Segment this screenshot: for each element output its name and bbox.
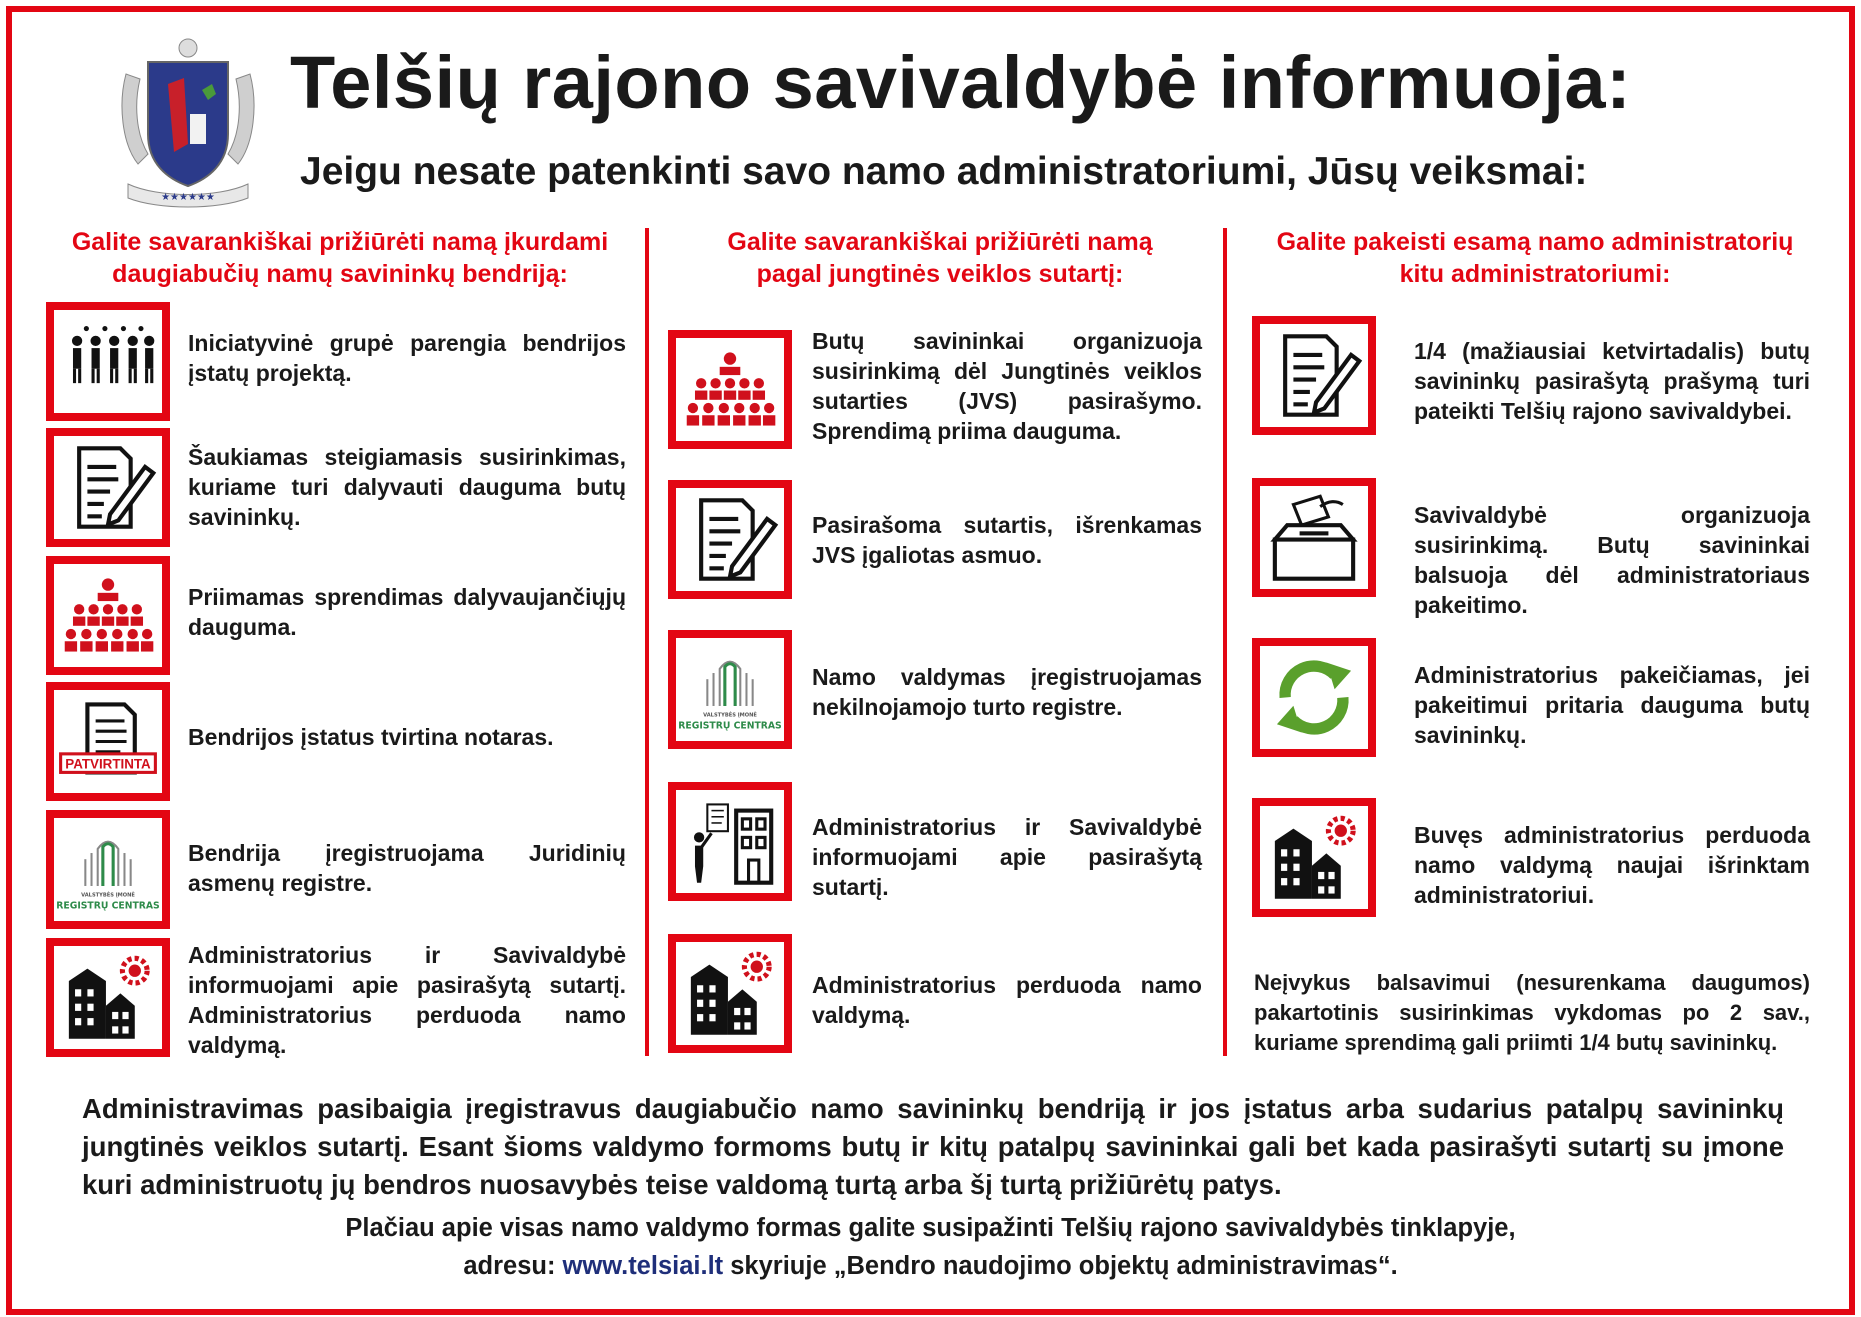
step-text: Administratorius ir Savivaldybė informuojami apie pasirašytą sutartį. Administratorius perduoda namo valdymą.	[188, 942, 626, 1058]
step-icon-box	[668, 934, 792, 1053]
registry-centre-logo-icon	[676, 638, 784, 741]
step-text: Bendrijos įstatus tvirtina notaras.	[188, 724, 554, 750]
step-icon-box	[46, 302, 170, 421]
column-heading-change-administrator: Galite pakeisti esamą namo administratorių kitu administratoriumi:	[1276, 228, 1794, 288]
people-group-icon	[54, 310, 162, 413]
summary-paragraph: Administravimas pasibaigia įregistravus daugiabučio namo savininkų bendriją ir jos įstatus arba sudarius patalpų savininkų jungtinės veiklos sutartį. Esant šioms valdymo formoms butų ir kitų patalpų savininkai gali bet kada pasirašyti sutartį su įmone kuri administruotų jų bendros nuosavybės teise valdomą turtą arba šį turtą prižiūrėtų patys.	[82, 1093, 1784, 1200]
repeat-meeting-note: Neįvykus balsavimui (nesurenkama daugumos) pakartotinis susirinkimas vykdomas po 2 sav., kuriame sprendimą gali priimti 1/4 butų savininkų.	[1254, 970, 1810, 1055]
step-icon-box	[668, 480, 792, 599]
step-text: Buvęs administratorius perduoda namo valdymą naujai išrinktam administratoriui.	[1414, 822, 1810, 908]
step-text: Namo valdymas įregistruojamas nekilnojamojo turto registre.	[812, 664, 1202, 720]
document-pen-icon	[676, 488, 784, 591]
buildings-gear-icon	[54, 946, 162, 1049]
svg-text:VALSTYBĖS ĮMONĖ: VALSTYBĖS ĮMONĖ	[703, 712, 757, 719]
step-icon-box	[1252, 638, 1376, 757]
step-text: 1/4 (mažiausiai ketvirtadalis) butų savininkų pasirašytą prašymą turi pateikti Telšių rajono savivaldybei.	[1414, 338, 1810, 424]
page-title: Telšių rajono savivaldybė informuoja:	[290, 41, 1632, 124]
document-pen-icon	[1260, 324, 1368, 427]
step-text: Priimamas sprendimas dalyvaujančiųjų dauguma.	[188, 584, 626, 640]
step-text: Savivaldybė organizuoja susirinkimą. Butų savininkai balsuoja dėl administratoriaus pakeitimo.	[1414, 502, 1810, 618]
step-text: Iniciatyvinė grupė parengia bendrijos įstatų projektą.	[188, 330, 626, 386]
step-icon-box	[668, 330, 792, 449]
buildings-gear-icon	[676, 942, 784, 1045]
svg-text:★★★★★★: ★★★★★★	[161, 192, 215, 203]
column-divider-right	[1223, 228, 1227, 1056]
approved-document-icon	[54, 690, 162, 793]
meeting-icon	[54, 564, 162, 667]
footer-line-2: adresu: www.telsiai.lt skyriuje „Bendro naudojimo objektų administravimas“.	[463, 1252, 1398, 1280]
step-icon-box	[1252, 478, 1376, 597]
recycle-arrows-icon	[1260, 646, 1368, 749]
column-heading-joint-activity: Galite savarankiškai prižiūrėti namą pagal jungtinės veiklos sutartį:	[727, 228, 1153, 288]
column-heading-association: Galite savarankiškai prižiūrėti namą įkurdami daugiabučių namų savininkų bendriją:	[71, 228, 609, 288]
buildings-gear-icon	[1260, 806, 1368, 909]
column-divider-left	[645, 228, 649, 1056]
step-icon-box	[46, 682, 170, 801]
step-icon-box	[46, 938, 170, 1057]
step-text: Administratorius ir Savivaldybė informuojami apie pasirašytą sutartį.	[812, 814, 1202, 900]
coat-of-arms-icon	[118, 34, 258, 210]
svg-text:REGISTRŲ CENTRAS: REGISTRŲ CENTRAS	[678, 720, 782, 732]
step-icon-box	[1252, 798, 1376, 917]
step-icon-box	[46, 428, 170, 547]
document-pen-icon	[54, 436, 162, 539]
step-icon-box	[668, 782, 792, 901]
ballot-box-icon	[1260, 486, 1368, 589]
registry-centre-logo-icon	[54, 818, 162, 921]
page-subtitle: Jeigu nesate patenkinti savo namo administratoriumi, Jūsų veiksmai:	[300, 150, 1588, 193]
step-text: Bendrija įregistruojama Juridinių asmenų registre.	[188, 840, 626, 896]
approved-stamp-label: PATVIRTINTA	[65, 756, 151, 772]
step-text: Pasirašoma sutartis, išrenkamas JVS įgaliotas asmuo.	[812, 512, 1202, 568]
step-icon-box	[46, 810, 170, 929]
step-text: Butų savininkai organizuoja susirinkimą dėl Jungtinės veiklos sutarties (JVS) pasirašymo. Sprendimą priima dauguma.	[812, 328, 1202, 444]
step-icon-box	[1252, 316, 1376, 435]
step-text: Šaukiamas steigiamasis susirinkimas, kuriame turi dalyvauti dauguma butų savininkų.	[188, 444, 626, 530]
step-text: Administratorius perduoda namo valdymą.	[812, 972, 1202, 1028]
meeting-icon	[676, 338, 784, 441]
svg-text:VALSTYBĖS ĮMONĖ: VALSTYBĖS ĮMONĖ	[81, 892, 135, 899]
step-text: Administratorius pakeičiamas, jei pakeitimui pritaria dauguma butų savininkų.	[1414, 662, 1810, 748]
person-building-icon	[676, 790, 784, 893]
step-icon-box	[46, 556, 170, 675]
step-icon-box	[668, 630, 792, 749]
svg-text:REGISTRŲ CENTRAS: REGISTRŲ CENTRAS	[56, 900, 160, 912]
footer-line-1: Plačiau apie visas namo valdymo formas galite susipažinti Telšių rajono savivaldybės tinklapyje,	[345, 1214, 1516, 1242]
website-link[interactable]: www.telsiai.lt	[562, 1252, 724, 1280]
